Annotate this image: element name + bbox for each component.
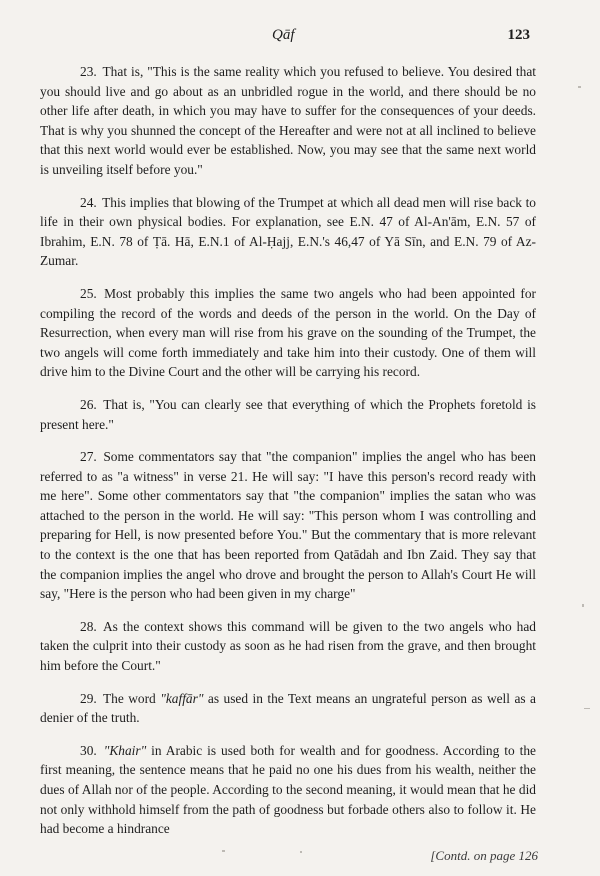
scan-speck <box>578 86 581 88</box>
footnotes <box>40 62 536 839</box>
note-30 <box>40 741 536 839</box>
scan-speck <box>582 604 584 607</box>
note-27 <box>40 447 536 604</box>
note-number: 27. <box>80 449 97 465</box>
running-head <box>0 25 600 49</box>
note-text: That is, "This is the same reality which you refused to believe. You desired that you should live and go about as an unbridled rogue in the world, and there should be no other life after death, in which you may have to suffer for the consequences of your deeds. That is why you shunned the concept of the Hereafter and were not at all inclined to believe that this next world would ever be established. Now, you may see that the same next world is unveiling itself before you." <box>40 64 537 177</box>
note-text: That is, "You can clearly see that everything of which the Prophets foretold is present here." <box>40 396 536 432</box>
note-text: Some commentators say that "the companion" implies the angel who has been referred to as "a witness" in verse 21. He will say: "I have this person's record ready with me here". Some other commentators say that "the companion" implies the satan who was attached to the person in the world. He will say: "This person whom I was controlling and preparing for Hell, is now presented before You." But the commentary that is more relevant to the context is the one that has been reported from Qatādah and Ibn Zaid. They say that the companion implies the angel who drove and brought the person to Allah's Court He will say, "Here is the person who had been given in my charge" <box>40 449 536 602</box>
note-text: Most probably this implies the same two angels who had been appointed for compiling the record of the words and deeds of the person in the world. On the Day of Resurrection, when every man will rise from his grave on the sounding of the Trumpet, the two angels will come forth immediately and take him into their custody. One of them will drive him to the Divine Court and the other will be carrying his record. <box>40 285 536 380</box>
note-text: This implies that blowing of the Trumpet at which all dead men will rise back to life in their own physical bodies. For explanation, see E.N. 47 of Al-An'ām, E.N. 57 of Ibrahim, E.N. 78 of Ṭā. Hā, E.N.1 of Al-Ḥajj, E.N.'s 46,47 of Yā Sīn, and E.N. 79 of Az-Zumar. <box>40 194 537 269</box>
arabic-term: "Khair" <box>103 742 147 758</box>
note-text-post: as used in the Text means an ungrateful person as well as a denier of the truth. <box>40 690 536 726</box>
note-24 <box>40 193 536 271</box>
arabic-term: "kaffār" <box>160 690 204 706</box>
note-number: 24. <box>80 194 97 210</box>
note-number: 30. <box>80 742 97 758</box>
note-26 <box>40 395 536 434</box>
note-number: 26. <box>80 396 97 412</box>
note-number: 28. <box>80 618 97 634</box>
running-title: Qāf <box>272 27 295 43</box>
note-text: As the context shows this command will be given to the two angels who had taken the culprit into their custody as soon as he had risen from the grave, and then brought him before the Court." <box>40 618 536 674</box>
page-number: 123 <box>507 27 530 43</box>
continuation-note: [Contd. on page 126 <box>430 848 538 863</box>
note-text-pre: The word <box>102 690 161 706</box>
note-23 <box>40 62 536 180</box>
scan-speck <box>222 850 225 852</box>
scan-speck <box>300 851 302 853</box>
note-28 <box>40 617 536 676</box>
note-29 <box>40 689 536 728</box>
note-25 <box>40 284 536 382</box>
note-number: 23. <box>80 64 97 79</box>
scan-speck <box>584 708 590 709</box>
note-text-post: in Arabic is used both for wealth and for goodness. According to the first meaning, the sentence means that he paid no one his dues from his wealth, neither the dues of Allah nor of the people. According to the second meaning, it would mean that he did not only withhold himself from the path of goodness but forbade others also to follow it. He had become a hindrance <box>40 742 536 837</box>
note-number: 29. <box>80 690 97 706</box>
note-number: 25. <box>80 285 97 301</box>
